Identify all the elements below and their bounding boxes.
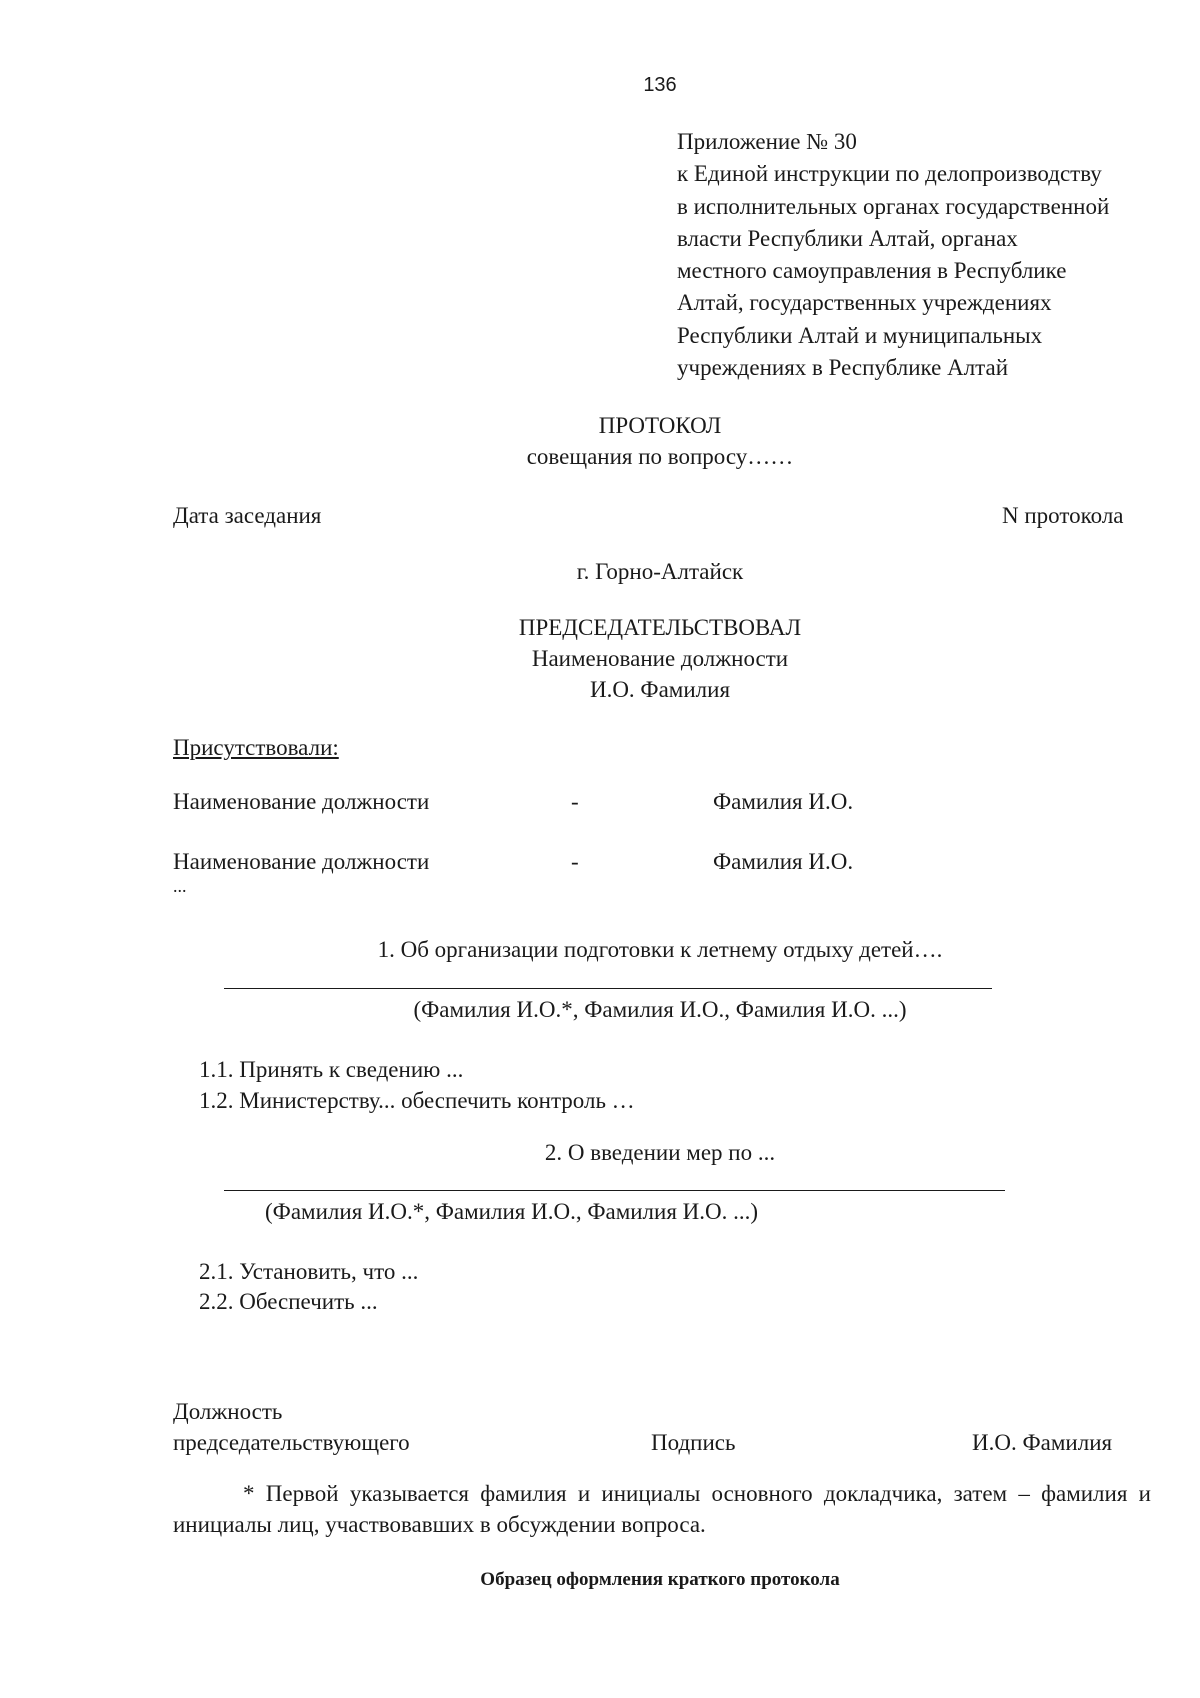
chaired-name: И.О. Фамилия [589,677,731,702]
document-title: ПРОТОКОЛ [598,413,722,438]
decision-line: 1.2. Министерству... обеспечить контроль … [199,1088,635,1113]
appendix-line: учреждениях в Республике Алтай [677,355,1009,381]
speakers-rule [224,1190,1005,1191]
footnote: * Первой указывается фамилия и инициалы основного докладчика, затем – фамилия и инициалы лиц, участвовавших в обсуждении вопроса. [173,1481,1151,1537]
page-number: 136 [643,74,677,96]
agenda-item-speakers: (Фамилия И.О.*, Фамилия И.О., Фамилия И.О. ...) [413,997,907,1022]
appendix-block [677,126,1109,384]
signature-position: Должность [173,1399,283,1424]
agenda-item-heading: 1. Об организации подготовки к летнему отдыху детей…. [377,937,943,962]
protocol-number-label: N протокола [1002,503,1124,528]
present-dash: - [571,849,579,874]
chaired-position: Наименование должности [531,646,789,671]
present-name: Фамилия И.О. [713,849,854,874]
appendix-line: Приложение № 30 [677,129,857,154]
present-position: Наименование должности [173,789,430,814]
appendix-line: местного самоуправления в Республике [677,258,1067,284]
speakers-rule [224,988,992,989]
appendix-line: в исполнительных органах государственной [677,193,1110,219]
caption: Образец оформления краткого протокола [480,1569,840,1590]
decision-line: 2.2. Обеспечить ... [199,1289,378,1314]
document-subtitle: совещания по вопросу…… [526,444,794,469]
present-position: Наименование должности [173,849,430,874]
decision-line: 1.1. Принять к сведению ... [199,1057,464,1082]
chaired-heading: ПРЕДСЕДАТЕЛЬСТВОВАЛ [518,615,802,640]
present-heading: Присутствовали: [173,735,339,760]
appendix-line: к Единой инструкции по делопроизводству [677,161,1102,187]
city: г. Горно-Алтайск [576,559,744,584]
appendix-line: Алтай, государственных учреждениях [677,290,1052,316]
appendix-line: Республики Алтай и муниципальных [677,322,1043,348]
present-name: Фамилия И.О. [713,789,854,814]
decision-line: 2.1. Установить, что ... [199,1259,419,1284]
present-ellipsis: ... [173,876,187,896]
signature-label: Подпись [651,1430,736,1455]
meeting-date-label: Дата заседания [173,503,322,528]
appendix-line: власти Республики Алтай, органах [677,225,1018,251]
signature-name: И.О. Фамилия [972,1430,1113,1455]
agenda-item-speakers: (Фамилия И.О.*, Фамилия И.О., Фамилия И.О. ...) [265,1199,759,1224]
present-dash: - [571,789,579,814]
agenda-item-heading: 2. О введении мер по ... [544,1140,776,1165]
signature-position: председательствующего [173,1430,410,1455]
